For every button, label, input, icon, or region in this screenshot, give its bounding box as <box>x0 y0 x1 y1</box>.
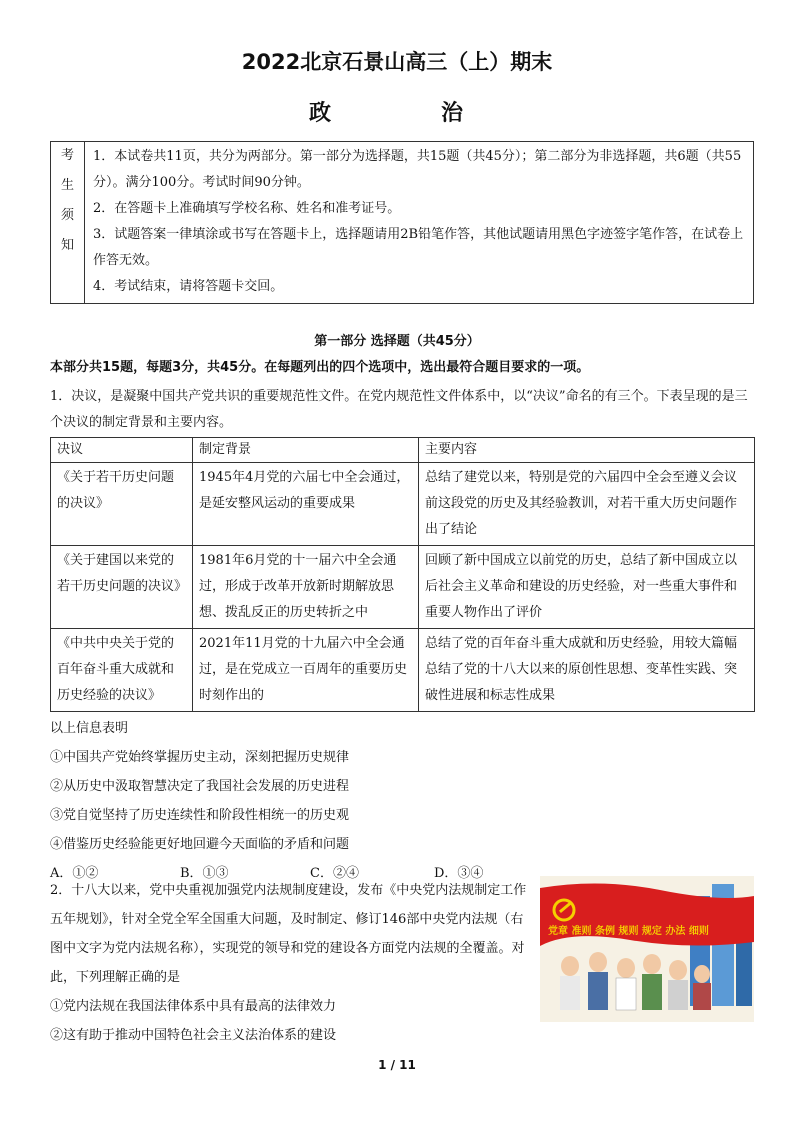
exam-title: 2022北京石景山高三（上）期末 <box>241 50 553 74</box>
question-2-text: 2．十八大以来，党中央重视加强党内法规制度建设，发布《中央党内法规制定工作五年规划》，针对全党全军全国重大问题，及时制定、修订146部中央党内法规（右图中文字为党内法规名称），实现党的领导和党的建设各方面党内法规的全覆盖。对此，下列理解正确的是 <box>50 883 527 985</box>
table-cell: 《关于建国以来党的若干历史问题的决议》 <box>51 546 193 629</box>
option-d[interactable]: D．③④ <box>434 866 484 881</box>
table-header-cell: 制定背景 <box>193 438 419 463</box>
notice-item: 1．本试卷共11页，共分为两部分。第一部分为选择题，共15题（共45分）；第二部分为非选择题，共6题（共55分）。满分100分。考试时间90分钟。 <box>93 149 742 190</box>
notice-label <box>51 142 85 303</box>
statement-item: ③党自觉坚持了历史连续性和阶段性相统一的历史观 <box>50 808 350 823</box>
page-number: 1 / 11 <box>378 1058 416 1072</box>
statement-item: ①党内法规在我国法律体系中具有最高的法律效力 <box>50 999 337 1014</box>
banner-text: 党章 准则 条例 规则 规定 办法 细则 <box>548 926 709 937</box>
subject-title: 政 治 <box>308 101 485 126</box>
statement-item: ②这有助于推动中国特色社会主义法治体系的建设 <box>50 1028 337 1043</box>
question-1-lead: 以上信息表明 <box>50 721 129 736</box>
statement-item: ②从历史中汲取智慧决定了我国社会发展的历史进程 <box>50 779 350 794</box>
table-cell: 总结了建党以来，特别是党的六届四中全会至遵义会议前这段党的历史及其经验教训，对若干重大历史问题作出了结论 <box>419 463 755 546</box>
part-description: 本部分共15题，每题3分，共45分。在每题列出的四个选项中，选出最符合题目要求的一项。 <box>50 360 590 375</box>
question-1-stem <box>50 384 760 436</box>
notice-body <box>85 142 753 303</box>
option-c[interactable]: C．②④ <box>310 866 359 881</box>
notice-item: 3．试题答案一律填涂或书写在答题卡上，选择题请用2B铅笔作答，其他试题请用黑色字迹签字笔作答，在试卷上作答无效。 <box>93 227 744 268</box>
part-heading: 第一部分 选择题（共45分） <box>314 334 480 349</box>
table-cell: 2021年11月党的十九届六中全会通过，是在党成立一百周年的重要历史时刻作出的 <box>193 629 419 712</box>
option-b[interactable]: B．①③ <box>180 866 229 881</box>
exam-notice-box <box>50 141 754 304</box>
table-cell: 《关于若干历史问题的决议》 <box>51 463 193 546</box>
notice-item: 2．在答题卡上准确填写学校名称、姓名和准考证号。 <box>93 201 401 216</box>
table-header-cell: 决议 <box>51 438 193 463</box>
notice-label-char: 知 <box>60 238 74 253</box>
table-row <box>51 463 755 546</box>
resolution-table <box>50 437 755 712</box>
statement-item: ①中国共产党始终掌握历史主动，深刻把握历史规律 <box>50 750 350 765</box>
table-header-row <box>51 438 755 463</box>
question-1-text: 1．决议，是凝聚中国共产党共识的重要规范性文件。在党内规范性文件体系中，以“决议”命名的有三个。下表呈现的是三个决议的制定背景和主要内容。 <box>50 389 748 430</box>
table-cell: 回顾了新中国成立以前党的历史，总结了新中国成立以后社会主义革命和建设的历史经验，对一些重大事件和重要人物作出了评价 <box>419 546 755 629</box>
notice-label-char: 考 <box>60 148 74 163</box>
notice-item: 4．考试结束，请将答题卡交回。 <box>93 279 284 294</box>
party-regulations-illustration <box>540 876 754 1022</box>
notice-label-char: 须 <box>60 208 74 223</box>
table-cell: 1981年6月党的十一届六中全会通过，形成于改革开放新时期解放思想、拨乱反正的历史转折之中 <box>193 546 419 629</box>
table-row <box>51 546 755 629</box>
question-1-choices <box>50 714 760 888</box>
notice-label-char: 生 <box>60 178 74 193</box>
option-a[interactable]: A．①② <box>50 866 99 881</box>
table-cell: 《中共中央关于党的百年奋斗重大成就和历史经验的决议》 <box>51 629 193 712</box>
table-cell: 1945年4月党的六届七中全会通过，是延安整风运动的重要成果 <box>193 463 419 546</box>
question-2 <box>50 876 535 1050</box>
table-row <box>51 629 755 712</box>
table-cell: 总结了党的百年奋斗重大成就和历史经验，用较大篇幅总结了党的十八大以来的原创性思想、变革性实践、突破性进展和标志性成果 <box>419 629 755 712</box>
statement-item: ④借鉴历史经验能更好地回避今天面临的矛盾和问题 <box>50 837 350 852</box>
table-header-cell: 主要内容 <box>419 438 755 463</box>
